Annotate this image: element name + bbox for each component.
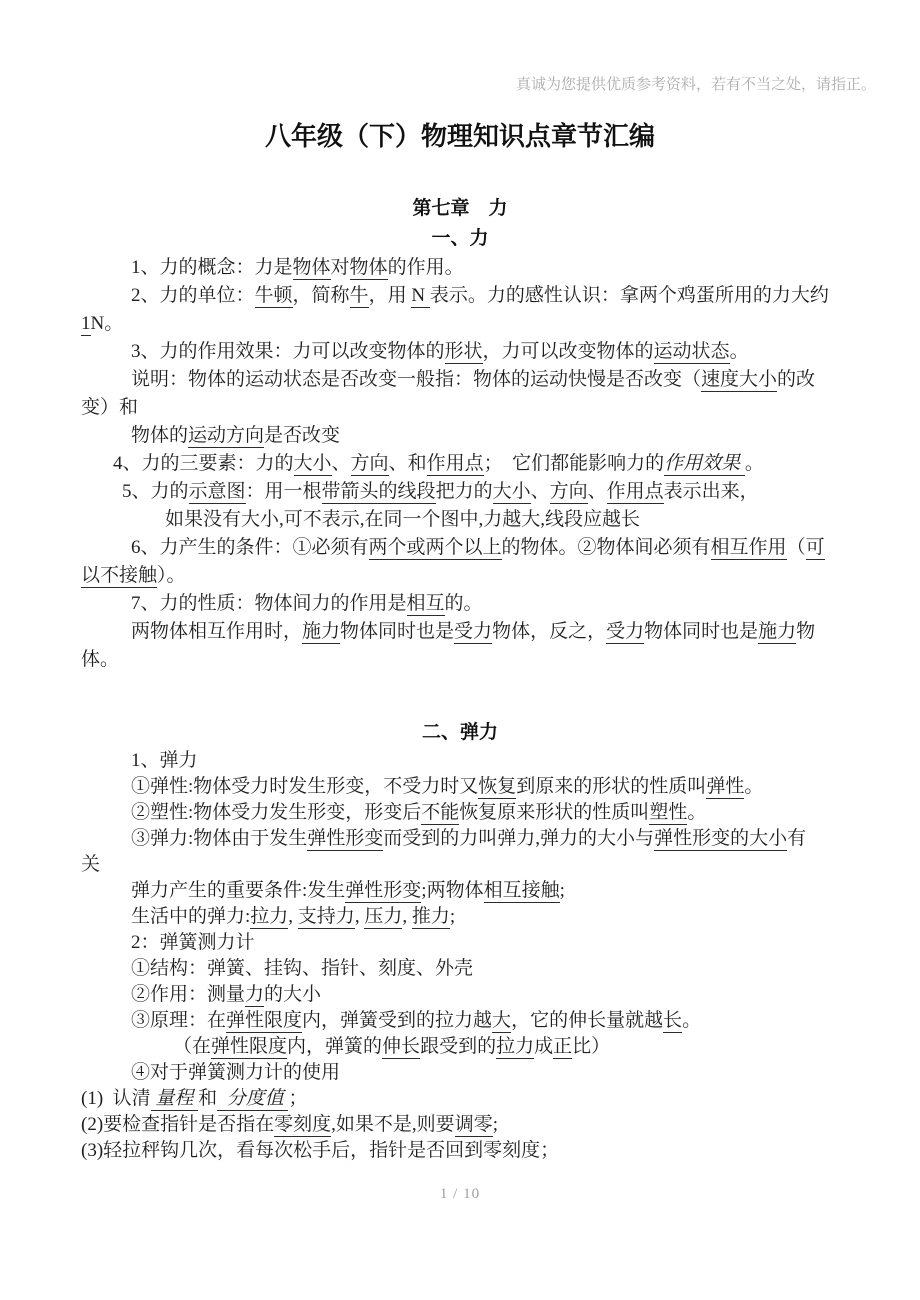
text-run: ：用一根 [245,481,322,502]
doc-line [81,956,839,982]
text-run: 5、力的 [122,481,189,502]
document-body [0,194,920,1164]
underlined-term: 相互 [406,593,445,614]
doc-line [81,800,839,826]
text-run: ; [492,1114,498,1135]
text-run: 到原来的形状的性质叫 [516,776,707,797]
underlined-term: 塑性 [649,802,688,823]
doc-line [81,506,839,534]
text-run: 把力的 [435,481,493,502]
doc-line [81,618,839,646]
text-run: ，简称 [292,285,350,306]
section-heading [81,224,839,254]
doc-line [81,310,839,338]
doc-line [81,1138,839,1164]
underlined-term: 受力 [606,621,645,642]
text-run: 两物体相互作用时， [131,621,303,642]
text-run: 弹力产生的重要条件:发生 [131,880,346,901]
doc-line [81,562,839,590]
underlined-term: 弹性形变 [345,880,422,901]
doc-line [81,878,839,904]
underlined-term: 弹性 [706,776,745,797]
text-run: 第七章 力 [412,198,508,219]
text-run: ③弹力:物体由于发生 [131,828,308,849]
text-run: 1、弹力 [131,750,198,771]
text-run: 内，弹簧的 [287,1036,383,1057]
doc-line [81,774,839,800]
doc-line [81,422,839,450]
underlined-term: 1 [81,313,91,334]
text-run: 物体的 [131,425,189,446]
underlined-term: 作用点 [426,453,484,474]
text-run: 的大小 [264,984,322,1005]
underlined-term: 速度大小 [701,369,778,390]
underlined-term: 施力 [302,621,341,642]
underlined-term: 相互作用 [710,537,787,558]
text-run: 的改 [777,369,816,390]
doc-line [81,1112,839,1138]
underlined-term: 牛顿 [254,285,293,306]
underlined-term: 压力 [364,906,403,927]
text-run: 跟受到的 [420,1036,497,1057]
text-run: （在 [173,1036,212,1057]
underlined-term: 运动方向 [188,425,265,446]
underlined-term: 施力 [758,621,797,642]
doc-line [81,366,839,394]
text-run: 物体同时也是 [644,621,759,642]
doc-line [81,1060,839,1086]
underlined-term: 分度值 [217,1088,289,1109]
text-run: ; [449,906,456,927]
underlined-term: 示意图 [188,481,246,502]
text-run: 物 [796,621,816,642]
text-run: 对 [330,257,350,278]
underlined-term: 不能 [421,802,460,823]
underlined-term: 恢复 [478,776,517,797]
text-run: ,如果不是,则要 [331,1114,455,1135]
underlined-term: 形状 [444,341,483,362]
text-run: (1) 认清 [81,1088,151,1109]
underlined-term: 长 [663,1010,683,1031]
doc-line [81,1086,839,1112]
doc-line [81,254,839,282]
text-run: ，力可以改变物体的 [482,341,654,362]
text-run: 和 [198,1088,218,1109]
underlined-term: 物体 [349,257,388,278]
underlined-term: 量程 [150,1088,199,1109]
underlined-term: 作用点 [606,481,664,502]
underlined-term: 伸长 [382,1036,421,1057]
text-run: 、和 [388,453,427,474]
underlined-term: 推力 [411,906,450,927]
text-run: ； [288,1088,308,1109]
text-run: 。 [744,776,764,797]
text-run: 表示。力的感性认识：拿两个鸡蛋所用的力大约 [429,285,829,306]
text-run: 是否改变 [264,425,341,446]
doc-line [81,826,839,852]
text-run: , [354,906,365,927]
text-run: 。 [744,453,764,474]
text-run: 、 [530,481,550,502]
doc-line [81,852,839,878]
doc-line [81,930,839,956]
underlined-term: 大小 [293,453,332,474]
text-run: 2：弹簧测力计 [131,932,255,953]
text-run: 表示出来， [663,481,759,502]
text-run: ; [559,880,565,901]
doc-line [81,534,839,562]
text-run: 。 [687,802,707,823]
doc-line [81,748,839,774]
text-run: ③原理：在 [131,1010,227,1031]
underlined-term: 拉力 [250,906,289,927]
text-run: 物体，反之， [492,621,607,642]
text-run: ;两物体 [421,880,484,901]
underlined-term: 作用效果 [664,453,745,474]
text-run: ①结构：弹簧、挂钩、指针、刻度、外壳 [131,958,474,979]
section-heading [81,718,839,748]
text-run: 7、力的性质：物体间力的作用是 [131,593,407,614]
underlined-term: 弹性限度 [226,1010,303,1031]
text-run: 变）和 [81,397,139,418]
doc-line [81,478,839,506]
page-number-indicator: 1 / 10 [439,1186,481,1202]
underlined-term: 大 [492,1010,512,1031]
underlined-term: 运动状态 [653,341,730,362]
text-run: 一、力 [431,228,489,249]
text-run: ，它的伸长量就越 [511,1010,664,1031]
text-run: (2)要检查指针是否指在 [81,1114,275,1135]
chapter-heading [81,194,839,224]
underlined-term: 方向 [350,453,389,474]
text-run: 内，弹簧受到的拉力越 [302,1010,493,1031]
text-run: 2、力的单位： [131,285,255,306]
doc-line [81,904,839,930]
document-tagline: 真诚为您提供优质参考资料，若有不当之处，请指正。 [515,77,876,93]
text-run: 4、力的三要素：力的 [113,453,294,474]
text-run: ②塑性:物体受力发生形变，形变后 [131,802,422,823]
doc-line [81,338,839,366]
underlined-term: 力 [245,984,265,1005]
text-run: (3)轻拉秤钩几次，看每次松手后，指针是否回到零刻度； [81,1140,560,1161]
text-run: 的物体。②物体间必须有 [501,537,711,558]
text-run: ，用 [368,285,412,306]
text-run: 3、力的作用效果：力可以改变物体的 [131,341,445,362]
text-run: 物体同时也是 [340,621,455,642]
doc-line [81,1034,839,1060]
text-run: N。 [90,313,124,334]
text-run: 、 [331,453,351,474]
doc-line [81,590,839,618]
text-run: 恢复原来形状的性质叫 [459,802,650,823]
underlined-term: 调零 [454,1114,493,1135]
underlined-term: 大小 [492,481,531,502]
text-run: , [402,906,412,927]
doc-line [81,1008,839,1034]
text-run: 成 [534,1036,554,1057]
text-run: 比） [572,1036,611,1057]
underlined-term: 弹性形变的大小 [654,828,788,849]
underlined-term: 相互接触 [483,880,560,901]
underlined-term: 以不接触 [81,565,158,586]
underlined-term: 支持力 [297,906,355,927]
doc-line [81,394,839,422]
text-run: 。 [729,341,749,362]
underlined-term: 拉力 [496,1036,535,1057]
underlined-term: 零刻度 [274,1114,332,1135]
text-run: 说明：物体的运动状态是否改变一般指：物体的运动快慢是否改变（ [131,369,702,390]
text-run: ①弹性:物体受力时发生形变，不受力时又 [131,776,479,797]
document-title: 八年级（下）物理知识点章节汇编 [264,122,655,151]
text-run: 生活中的弹力: [131,906,251,927]
doc-line [81,646,839,674]
text-run: 如果没有大小,可不表示,在同一个图中,力越大,线段应越长 [165,509,641,530]
doc-line [81,982,839,1008]
text-run: 有 [787,828,807,849]
text-run: 6、力产生的条件：①必须有 [131,537,369,558]
underlined-term: 带箭头的线段 [321,481,436,502]
text-run: 二、弹力 [421,722,498,743]
underlined-term: 牛 [349,285,369,306]
text-run: 关 [81,854,101,875]
text-run: 、 [587,481,607,502]
doc-line [81,282,839,310]
underlined-term: 方向 [549,481,588,502]
underlined-term: N [411,285,430,306]
underlined-term: 物体 [292,257,331,278]
underlined-term: 可 [805,537,825,558]
underlined-term: 受力 [454,621,493,642]
text-run: 体。 [81,649,120,670]
text-run: 1、力的概念：力是 [131,257,293,278]
underlined-term: 弹性形变 [307,828,384,849]
underlined-term: 正 [553,1036,573,1057]
text-run: ④对于弹簧测力计的使用 [131,1062,341,1083]
text-run: , [288,906,298,927]
underlined-term: 两个或两个以上 [368,537,502,558]
text-run: ②作用：测量 [131,984,246,1005]
text-run: ； 它们都能影响力的 [483,453,665,474]
underlined-term: 弹性限度 [211,1036,288,1057]
text-run: 而受到的力叫弹力,弹力的大小与 [383,828,655,849]
text-run: （ [786,537,806,558]
text-run: 。 [682,1010,702,1031]
text-run: 的。 [444,593,483,614]
text-run: ）。 [157,565,186,586]
text-run: 的作用。 [387,257,464,278]
doc-line [81,450,839,478]
